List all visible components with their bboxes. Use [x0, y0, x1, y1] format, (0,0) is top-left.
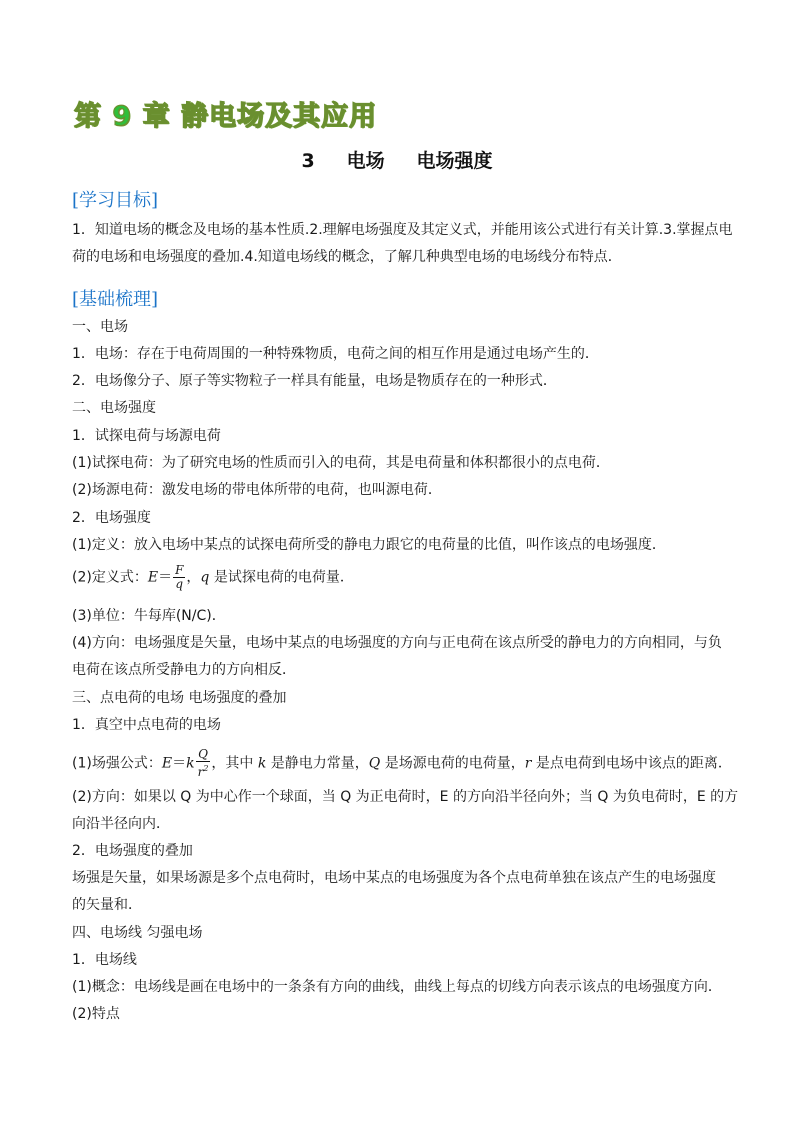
text-line: 1．电场线 — [72, 952, 137, 968]
chapter-title: 第 9 章 静电场及其应用 — [74, 101, 377, 132]
text-fragment: 是静电力常量， — [266, 755, 369, 772]
fraction-numerator: Q — [196, 748, 211, 762]
text-line: (1)试探电荷：为了研究电场的性质而引入的电荷，其是电荷量和体积都很小的点电荷． — [72, 455, 610, 471]
formula-var: Q — [368, 755, 381, 772]
text-line: (4)方向：电场强度是矢量，电场中某点的电场强度的方向与正电荷在该点所受的静电力的方向相同，与负 — [72, 635, 722, 651]
formula-equals: ＝ — [158, 569, 173, 586]
text-line: (3)单位：牛每库(N/C)． — [72, 608, 226, 624]
text-line: 1．电场：存在于电荷周围的一种特殊物质，电荷之间的相互作用是通过电场产生的． — [72, 346, 599, 362]
text-line: 四、电场线 匀强电场 — [72, 925, 203, 941]
field-formula-line — [72, 748, 732, 779]
text-line: 2．电场像分子、原子等实物粒子一样具有能量，电场是物质存在的一种形式． — [72, 373, 557, 389]
text-line: (1)定义：放入电场中某点的试探电荷所受的静电力跟它的电荷量的比值，叫作该点的电场强度． — [72, 537, 666, 553]
text-line: 1．真空中点电荷的电场 — [72, 717, 221, 733]
text-line: 2．电场强度的叠加 — [72, 843, 193, 859]
text-line: 场强是矢量，如果场源是多个点电荷时，电场中某点的电场强度为各个点电荷单独在该点产生的电场强度 — [72, 870, 716, 886]
text-line: 的矢量和． — [72, 897, 142, 913]
text-line: 二、电场强度 — [72, 400, 156, 416]
definition-formula-line — [72, 564, 732, 591]
formula-var: q — [200, 569, 210, 586]
text-fragment: 是点电荷到电场中该点的距离． — [531, 755, 732, 772]
text-line: 1．试探电荷与场源电荷 — [72, 428, 221, 444]
formula-var: k — [257, 755, 267, 772]
fraction-denominator — [196, 762, 211, 779]
denominator-var: r — [197, 765, 204, 779]
text-line: (2)特点 — [72, 1006, 120, 1022]
goals-line-2: 荷的电场和电场强度的叠加.4.知道电场线的概念，了解几种典型电场的电场线分布特点． — [72, 249, 622, 265]
formula-var: E — [147, 569, 159, 586]
text-line: 三、点电荷的电场 电场强度的叠加 — [72, 690, 287, 706]
lesson-title: 3 电场 电场强度 — [301, 150, 493, 172]
text-fragment: 是试探电荷的电荷量． — [209, 569, 354, 586]
exponent: 2 — [203, 764, 209, 773]
text-line: 一、电场 — [72, 319, 128, 335]
text-fragment: 是场源电荷的电荷量， — [380, 755, 525, 772]
fraction-denominator: q — [175, 577, 184, 591]
text-fragment: (1)场强公式： — [72, 755, 162, 772]
goals-line-1: 1．知道电场的概念及电场的基本性质.2.理解电场强度及其定义式，并能用该公式进行有关计算.3.掌握点电 — [72, 222, 733, 238]
fraction-numerator: F — [175, 563, 184, 577]
text-line: (2)场源电荷：激发电场的带电体所带的电荷，也叫源电荷． — [72, 482, 442, 498]
basics-heading: [基础梳理] — [72, 289, 159, 310]
formula-var: r — [524, 755, 532, 772]
formula-equals: ＝ — [172, 755, 187, 772]
text-fragment: ，其中 — [211, 755, 258, 772]
text-line: (1)概念：电场线是画在电场中的一条条有方向的曲线，曲线上每点的切线方向表示该点的电场强度方向． — [72, 979, 722, 995]
fraction — [173, 564, 185, 591]
text-line: (2)方向：如果以 Q 为中心作一个球面，当 Q 为正电荷时，E 的方向沿半径向外；当 Q 为负电荷时，E 的方 — [72, 789, 739, 805]
text-line: 2．电场强度 — [72, 510, 151, 526]
formula-var: E — [161, 755, 173, 772]
text-fragment: ， — [186, 569, 201, 586]
learning-goals-heading: [学习目标] — [72, 190, 159, 211]
formula-var: k — [186, 755, 195, 772]
text-line: 电荷在该点所受静电力的方向相反． — [72, 662, 296, 678]
text-fragment: (2)定义式： — [72, 569, 148, 586]
text-line: 向沿半径向内． — [72, 816, 170, 832]
fraction — [196, 748, 211, 779]
